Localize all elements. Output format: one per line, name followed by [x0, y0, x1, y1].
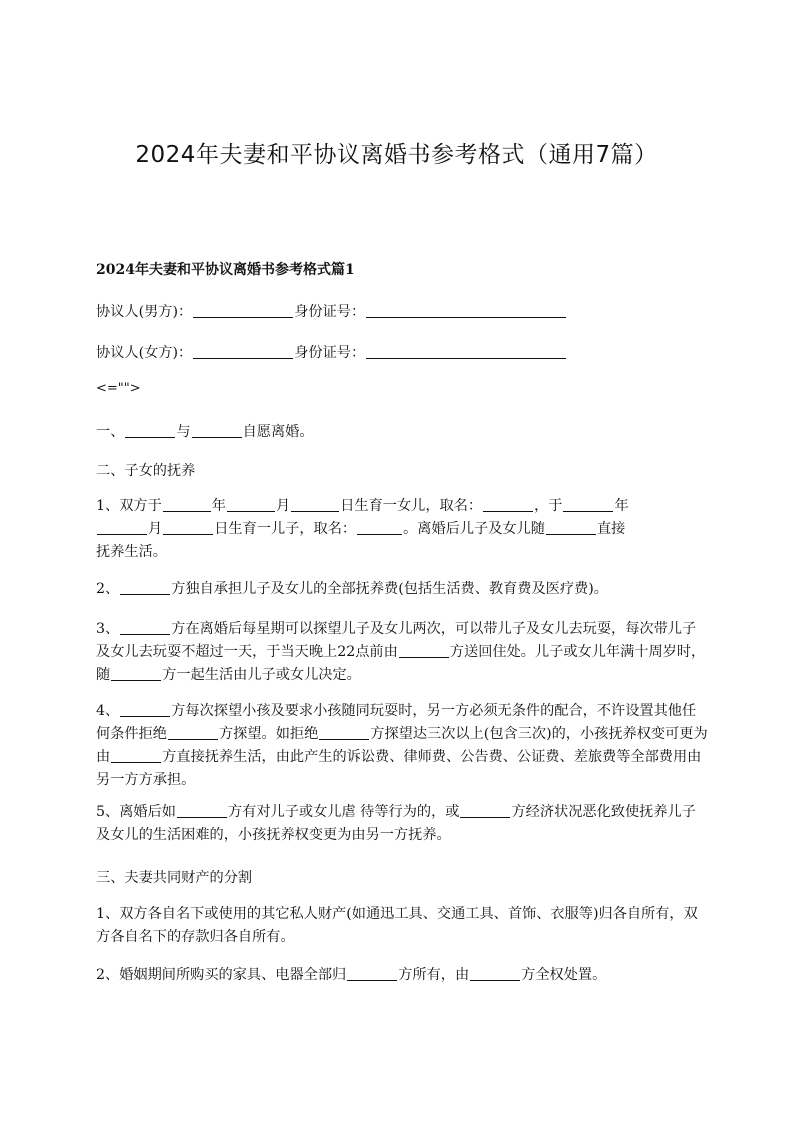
item-one-suffix: 自愿离婚。	[242, 424, 314, 440]
p1-i: 。离婚后儿子及女儿随	[403, 521, 545, 537]
paragraph-1	[96, 495, 708, 564]
blank	[120, 715, 170, 717]
paragraph-3	[96, 618, 708, 687]
p1-h: 日生育一儿子，取名：	[214, 521, 357, 537]
paragraph-5	[96, 801, 708, 847]
p1-d: 日生育一女儿，取名：	[340, 498, 483, 514]
p4-a: 4、	[96, 703, 120, 719]
blank	[163, 510, 211, 512]
blank	[483, 510, 533, 512]
blank	[168, 738, 218, 740]
p5-a: 5、离婚后如	[96, 804, 176, 820]
blank	[319, 738, 369, 740]
female-name-blank	[193, 357, 293, 359]
paragraph-6: 1、双方各自名下或使用的其它私人财产(如通迅工具、交通工具、首饰、衣服等)归各自所有，双方各自名下的存款归各自所有。	[96, 906, 698, 945]
p4-e: 方直接抚养生活，由此产生的诉讼费、律师费、公告费、公证费、差旅费等全部费用由另一方方承担。	[96, 749, 702, 788]
blank	[111, 761, 161, 763]
party-female-label: 协议人(女方)：	[96, 345, 193, 361]
blank	[347, 979, 397, 981]
paragraph-2	[96, 578, 708, 601]
p3-c: 方送回住处。儿子或女儿年满十周岁时，随	[96, 644, 706, 683]
party-male-line	[96, 302, 706, 322]
heading-property-division: 三、夫妻共同财产的分割	[96, 870, 253, 886]
p1-f: 年	[614, 498, 629, 514]
p3-a: 3、	[96, 621, 120, 637]
party-male-label: 协议人(男方)：	[96, 304, 193, 320]
blank	[192, 436, 242, 438]
blank	[177, 816, 227, 818]
heading-child-custody: 二、子女的抚养	[96, 463, 196, 479]
blank	[546, 533, 596, 535]
blank	[163, 533, 213, 535]
item-one	[96, 422, 706, 442]
p1-a: 1、双方于	[96, 498, 162, 514]
party-female-line	[96, 343, 706, 363]
male-id-label: 身份证号：	[294, 304, 366, 320]
paragraph-7	[96, 964, 708, 987]
p5-b: 方有对儿子或女儿虐 待等行为的，或	[227, 804, 460, 820]
p7-b: 方所有，由	[398, 967, 470, 983]
blank	[125, 436, 175, 438]
blank	[291, 510, 339, 512]
p1-k: 抚养生活。	[96, 544, 167, 560]
p4-b: 方每次探望小孩及要求小孩随同玩耍时，另一方必须无条件的配合，不许设置其他任何条件拒绝	[96, 703, 697, 742]
p3-d: 方一起生活由儿子或女儿决定。	[162, 667, 361, 683]
p7-a: 2、婚姻期间所购买的家具、电器全部归	[96, 967, 347, 983]
p1-b: 年	[211, 498, 226, 514]
blank	[120, 633, 170, 635]
p5-c: 方经济状况恶化致使抚养儿子及女儿的生活困难的，小孩抚养权变更为由另一方抚养。	[96, 804, 696, 843]
blank	[470, 979, 520, 981]
blank	[227, 510, 275, 512]
male-name-blank	[193, 316, 293, 318]
p4-c: 方探望。如拒绝	[218, 726, 319, 742]
p2-b: 方独自承担儿子及女儿的全部抚养费(包括生活费、教育费及医疗费)。	[171, 581, 608, 597]
p4-d: 方探望达三次以上(包含三次)的，小孩抚养权变可更为由	[96, 726, 708, 765]
blank	[460, 816, 510, 818]
male-id-blank	[366, 316, 566, 318]
blank	[111, 679, 161, 681]
blank	[97, 533, 147, 535]
p1-j: 直接	[596, 521, 626, 537]
p1-c: 月	[275, 498, 291, 514]
female-id-label: 身份证号：	[294, 345, 366, 361]
document-title: 2024年夫妻和平协议离婚书参考格式（通用7篇）	[135, 142, 658, 168]
blank	[357, 533, 402, 535]
section-heading: 2024年夫妻和平协议离婚书参考格式篇1	[96, 262, 355, 278]
blank	[563, 510, 613, 512]
paragraph-4	[96, 700, 708, 792]
blank	[399, 656, 449, 658]
p1-g: 月	[148, 521, 163, 537]
item-one-mid: 与	[176, 424, 191, 440]
item-one-prefix: 一、	[96, 424, 125, 440]
markup-artifact: <="">	[96, 381, 141, 396]
p3-b: 方在离婚后每星期可以探望儿子及女儿两次，可以带儿子及女儿去玩耍，每次带儿子及女儿去玩耍不超过一天，于当天晚上22点前由	[96, 621, 697, 660]
p7-c: 方全权处置。	[521, 967, 607, 983]
female-id-blank	[366, 357, 566, 359]
blank	[120, 593, 170, 595]
p2-a: 2、	[96, 581, 120, 597]
p1-e: ，于	[534, 498, 563, 514]
